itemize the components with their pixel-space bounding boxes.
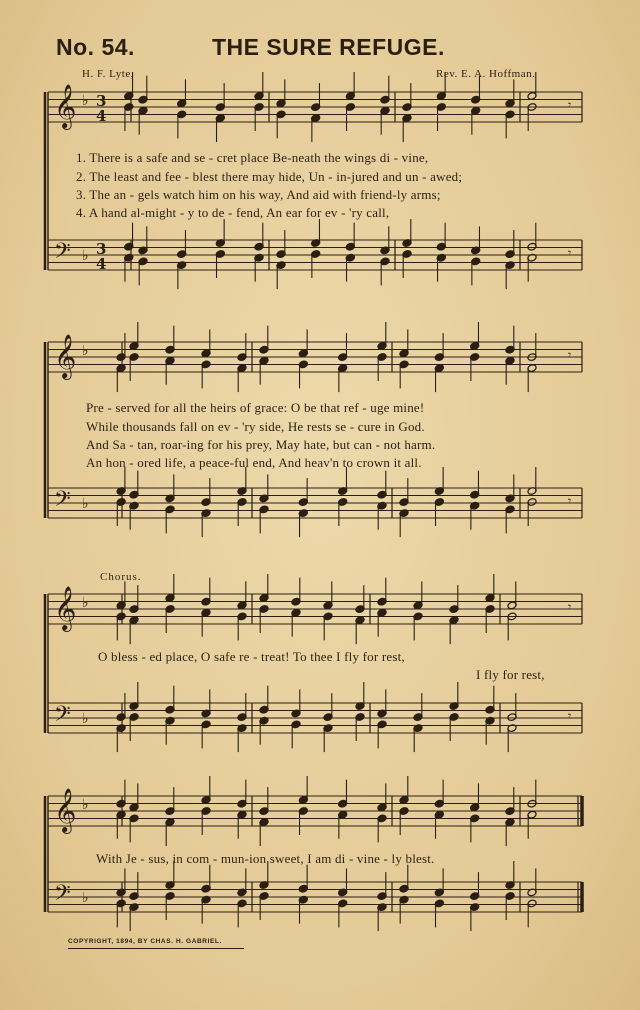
treble-clef: 𝄞 [54,84,77,128]
eighth-rest: 𝄾 [568,600,572,614]
flat-sign: ♭ [82,711,89,727]
flat-sign: ♭ [82,343,89,359]
copyright-notice: COPYRIGHT, 1894, BY CHAS. H. GABRIEL. [68,938,222,945]
bass-clef: 𝄢 [54,487,71,517]
verse-3-line-1: 3. The an - gels watch him on his way, And aid with friend-ly arms; [76,187,441,202]
bass-clef: 𝄢 [54,702,71,732]
eighth-rest: 𝄾 [568,246,572,260]
verse-2-line-2: While thousands fall on ev - 'ry side, He rests se - cure in God. [86,419,425,434]
flat-sign: ♭ [82,496,89,512]
eighth-rest: 𝄾 [568,98,572,112]
verse-4-line-2: An hon - ored life, a peace-ful end, And heav'n to crown it all. [86,455,422,470]
verse-2-line-1: 2. The least and fee - blest there may hide, Un - in-jured and un - awed; [76,169,463,184]
time-signature-bottom: 4 [96,107,107,125]
flat-sign: ♭ [82,797,89,813]
lyricist-credit: H. F. Lyte, [82,68,134,80]
eighth-rest: 𝄾 [568,709,572,723]
chorus-lyric-line-1: O bless - ed place, O safe re - treat! To thee I fly for rest, [98,649,405,664]
bass-clef: 𝄢 [54,239,71,269]
chorus-lyric-line-2: With Je - sus, in com - mun-ion sweet, I am di - vine - ly blest. [96,851,435,866]
hymn-number: No. 54. [56,34,135,60]
composer-credit: Rev. E. A. Hoffman. [436,68,536,80]
treble-clef: 𝄞 [54,788,77,832]
time-signature-bottom: 4 [96,255,107,273]
chorus-bass-echo: I fly for rest, [476,667,545,682]
time-signature-top: 3 [96,92,107,110]
treble-clef: 𝄞 [54,334,77,378]
flat-sign: ♭ [82,595,89,611]
flat-sign: ♭ [82,248,89,264]
verse-3-line-2: And Sa - tan, roar-ing for his prey, May hate, but can - not harm. [86,437,436,452]
bass-clef: 𝄢 [54,881,71,911]
hymn-title: THE SURE REFUGE. [212,34,445,60]
eighth-rest: 𝄾 [568,348,572,362]
eighth-rest: 𝄾 [568,494,572,508]
flat-sign: ♭ [82,890,89,906]
treble-clef: 𝄞 [54,586,77,630]
verse-1-line-1: 1. There is a safe and se - cret place Be-neath the wings di - vine, [76,150,429,165]
chorus-label: Chorus. [100,571,142,583]
verse-4-line-1: 4. A hand al-might - y to de - fend, An ear for ev - 'ry call, [76,205,390,220]
time-signature-top: 3 [96,240,107,258]
verse-1-line-2: Pre - served for all the heirs of grace: O be that ref - uge mine! [86,400,425,415]
flat-sign: ♭ [82,93,89,109]
